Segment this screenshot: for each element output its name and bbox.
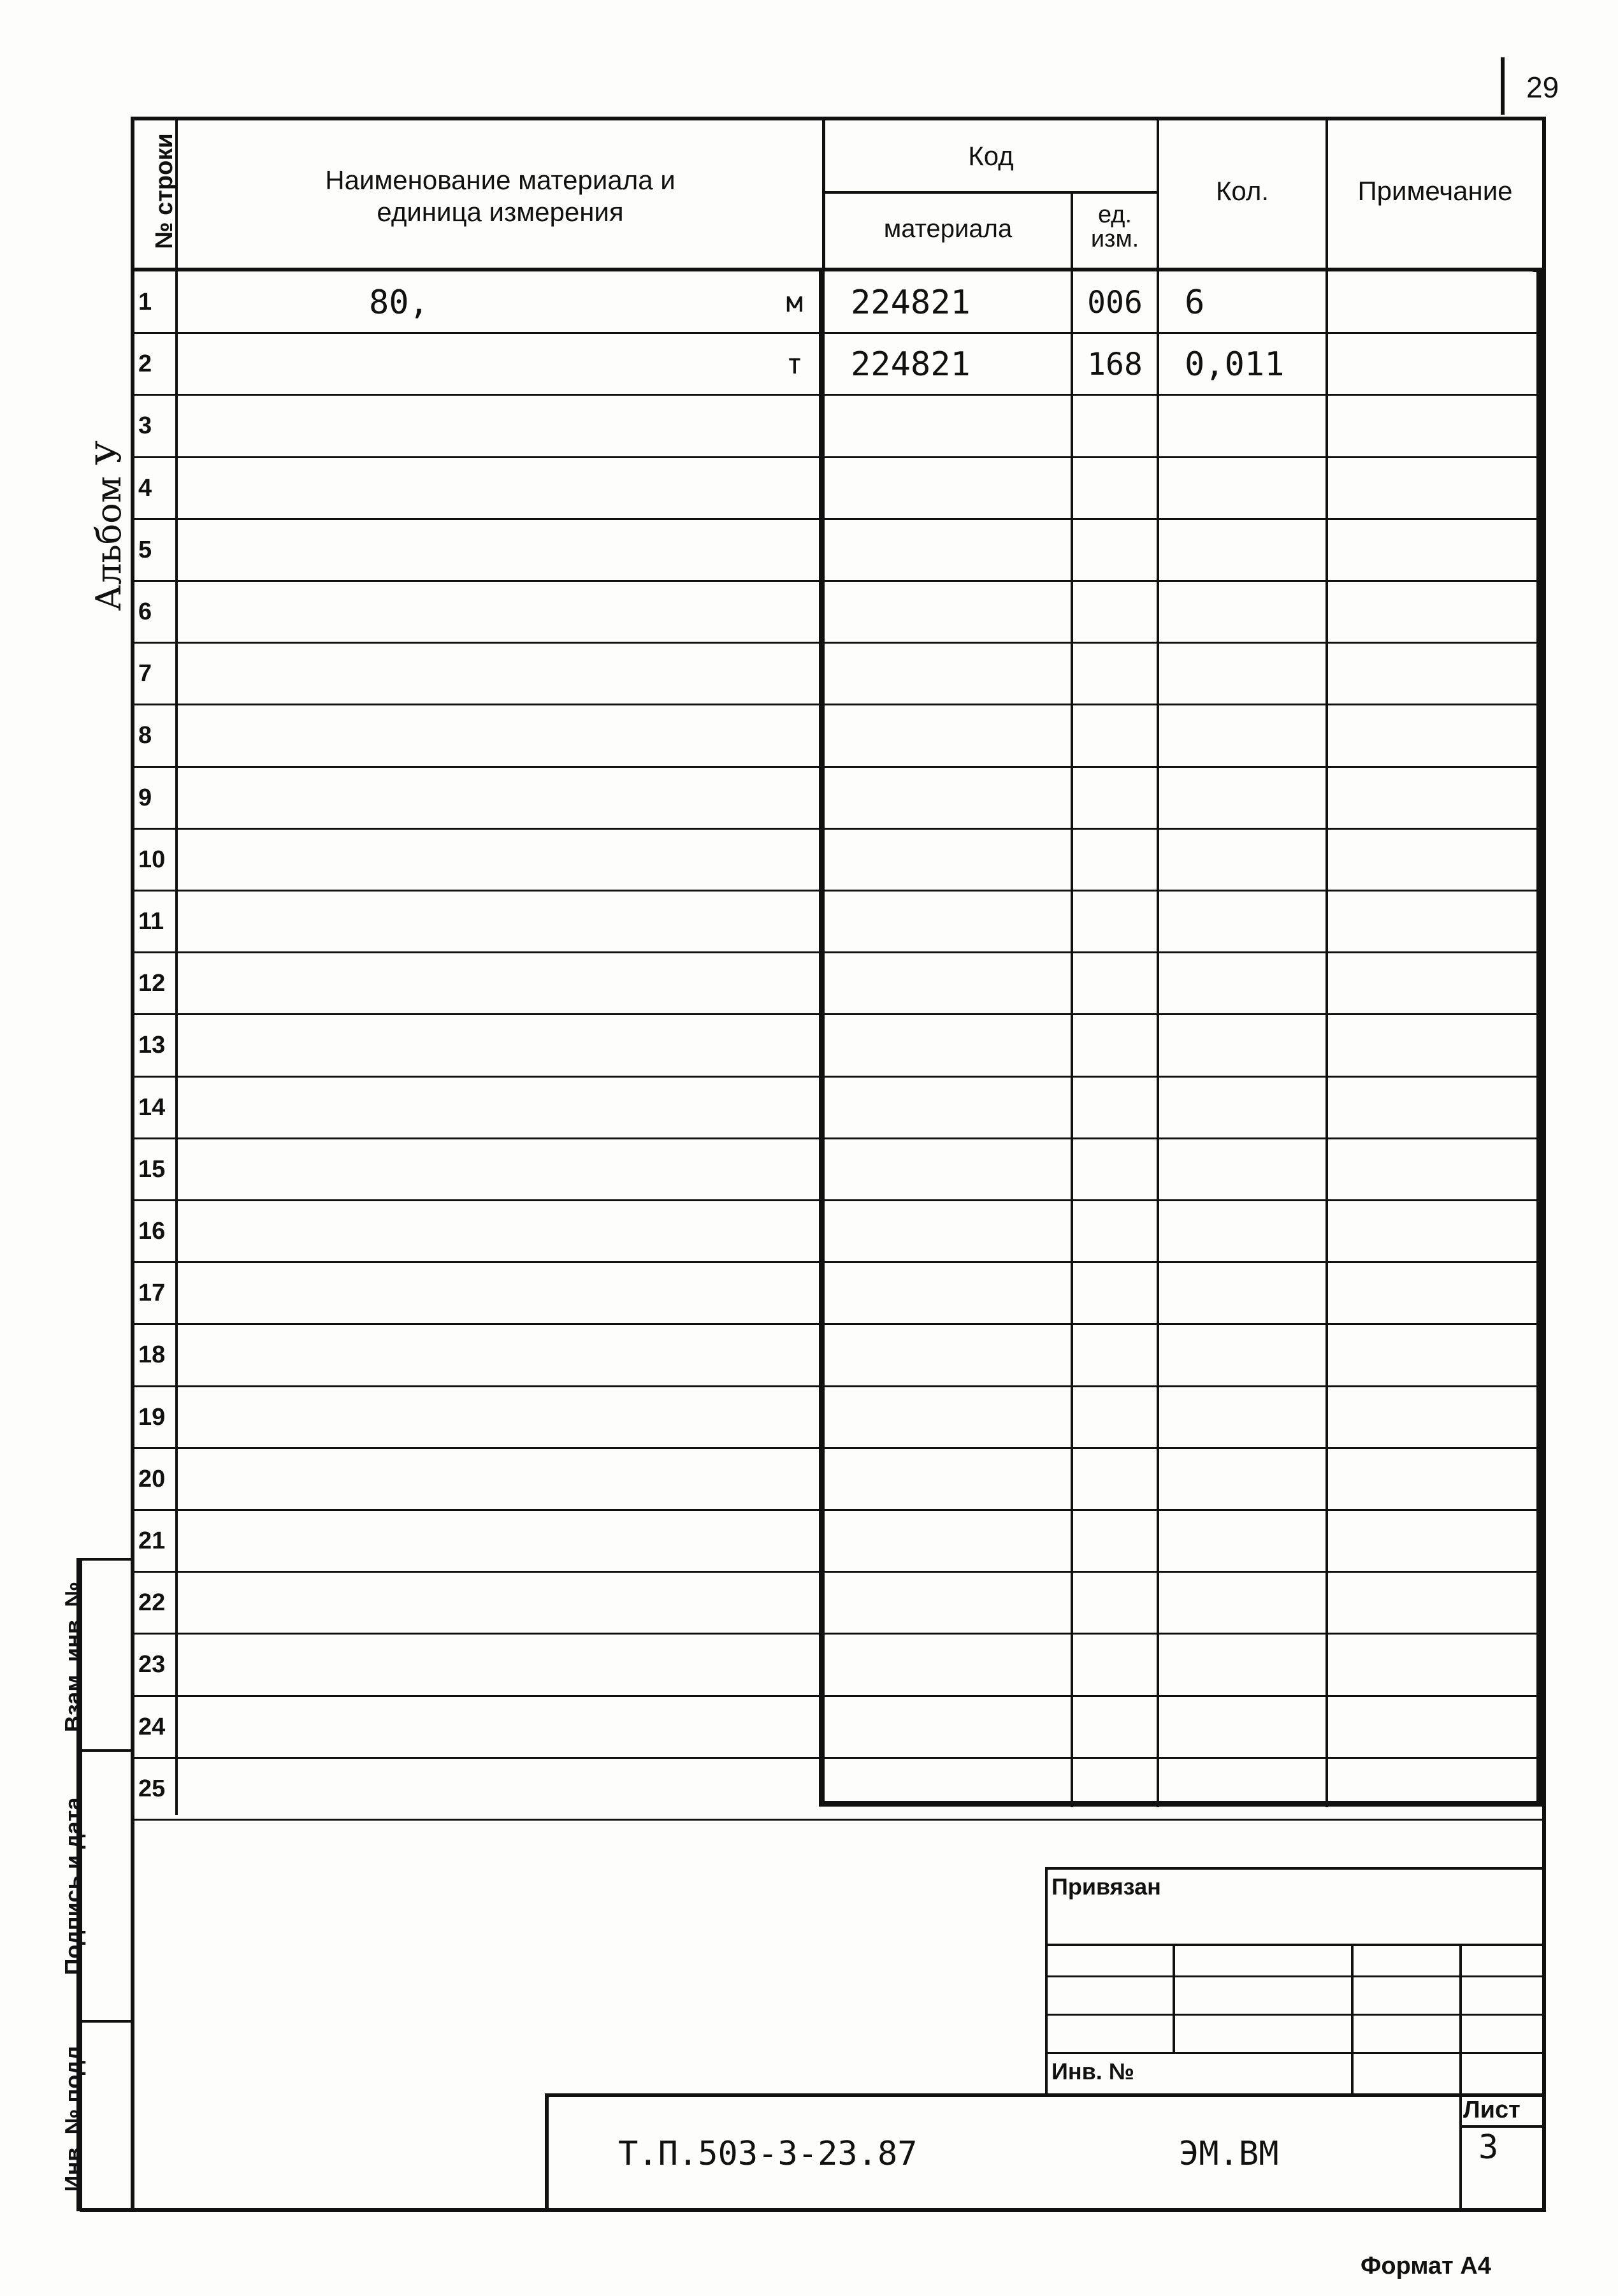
row-material-code: [825, 829, 1071, 891]
row-unit-code: [1073, 953, 1157, 1014]
row-number: 23: [138, 1651, 166, 1678]
row-material-code: [825, 1448, 1071, 1510]
row-unit: [752, 1324, 803, 1386]
header-row-no: № строки: [150, 133, 178, 249]
row-unit: [752, 643, 803, 705]
row-qty: [1159, 643, 1325, 705]
row-qty: [1159, 1324, 1325, 1386]
row-name: [178, 1014, 822, 1076]
row-number: 7: [138, 660, 152, 687]
row-unit: [752, 705, 803, 767]
row-unit: [752, 1634, 803, 1696]
row-note: [1328, 458, 1542, 519]
row-unit: [752, 1387, 803, 1448]
row-unit-code: 168: [1087, 346, 1143, 382]
row-material-code: [825, 643, 1071, 705]
row-name: [178, 643, 822, 705]
row-qty: [1159, 1758, 1325, 1820]
row-unit-code: [1073, 1262, 1157, 1324]
row-number: 13: [138, 1032, 166, 1058]
row-name: [178, 1634, 822, 1696]
row-unit: [752, 1262, 803, 1324]
row-material-code: [825, 1572, 1071, 1634]
row-note: [1328, 953, 1542, 1014]
row-note: [1328, 829, 1542, 891]
linked-label: Привязан: [1051, 1874, 1161, 1900]
row-name: [178, 1077, 822, 1139]
row-note: [1328, 1139, 1542, 1201]
row-unit: [752, 1014, 803, 1076]
row-material-code: [825, 1324, 1071, 1386]
row-number: 3: [138, 412, 152, 439]
row-note: [1328, 395, 1542, 457]
row-number: 4: [138, 475, 152, 502]
row-qty: [1159, 953, 1325, 1014]
row-number: 10: [138, 846, 166, 873]
row-number: 19: [138, 1404, 166, 1431]
row-material-code: [825, 1510, 1071, 1572]
row-note: [1328, 1448, 1542, 1510]
row-note: [1328, 767, 1542, 829]
row-number: 14: [138, 1094, 166, 1121]
row-qty: [1159, 581, 1325, 643]
row-name: [178, 395, 822, 457]
row-number: 25: [138, 1775, 166, 1802]
row-unit-code: [1073, 1387, 1157, 1448]
row-unit-code: [1073, 1324, 1157, 1386]
row-unit: м: [786, 286, 803, 319]
row-name: [178, 1139, 822, 1201]
row-unit: [752, 953, 803, 1014]
row-unit: [752, 1696, 803, 1758]
row-material-code: [825, 705, 1071, 767]
row-unit: [752, 767, 803, 829]
row-qty: [1159, 1572, 1325, 1634]
row-unit: [752, 395, 803, 457]
row-name: [178, 458, 822, 519]
row-material-code: 224821: [851, 283, 971, 322]
row-qty: [1159, 1201, 1325, 1262]
row-qty: [1159, 1510, 1325, 1572]
row-number: 2: [138, 350, 152, 377]
row-number: 1: [138, 289, 152, 315]
row-qty: [1159, 1634, 1325, 1696]
row-unit-code: [1073, 1139, 1157, 1201]
row-name: [178, 1387, 822, 1448]
row-qty: [1159, 458, 1325, 519]
row-unit-code: [1073, 767, 1157, 829]
row-note: [1328, 705, 1542, 767]
row-note: [1328, 1572, 1542, 1634]
row-note: [1328, 581, 1542, 643]
row-material-code: [825, 1077, 1071, 1139]
row-name: [178, 891, 822, 953]
header-code-material: материала: [883, 215, 1013, 243]
row-note: [1328, 271, 1542, 333]
row-material-code: [825, 395, 1071, 457]
page-number-tick: [1501, 57, 1505, 115]
row-note: [1328, 519, 1542, 581]
row-material-code: [825, 767, 1071, 829]
side-replace-inv: Взам. инв. №: [60, 1581, 86, 1733]
row-qty: [1159, 1077, 1325, 1139]
row-material-code: [825, 581, 1071, 643]
row-number: 18: [138, 1341, 166, 1368]
row-material-code: [825, 1387, 1071, 1448]
row-qty: [1159, 1696, 1325, 1758]
row-note: [1328, 1014, 1542, 1076]
row-material-code: [825, 1696, 1071, 1758]
row-unit-code: [1073, 395, 1157, 457]
row-number: 15: [138, 1156, 166, 1183]
row-note: [1328, 1201, 1542, 1262]
row-unit: [752, 1758, 803, 1820]
row-material-code: [825, 1201, 1071, 1262]
row-unit: [752, 1201, 803, 1262]
row-unit: [752, 891, 803, 953]
row-unit-code: [1073, 643, 1157, 705]
row-note: [1328, 1077, 1542, 1139]
row-unit: т: [786, 348, 803, 380]
row-note: [1328, 643, 1542, 705]
row-number: 12: [138, 970, 166, 997]
frame-bottom: [80, 2208, 1546, 2212]
row-name: [178, 1758, 822, 1820]
row-qty: [1159, 519, 1325, 581]
header-qty: Кол.: [1215, 176, 1269, 206]
row-note: [1328, 1262, 1542, 1324]
row-note: [1328, 1634, 1542, 1696]
row-name: [178, 1201, 822, 1262]
doc-mark: ЭМ.ВМ: [1179, 2135, 1279, 2173]
header-name: Наименование материала и единица измерения: [325, 165, 675, 227]
row-material-code: [825, 519, 1071, 581]
column-divider: [1157, 271, 1159, 1807]
row-name: [178, 953, 822, 1014]
row-qty: [1159, 767, 1325, 829]
row-name: [178, 705, 822, 767]
row-name: [178, 1696, 822, 1758]
row-number: 17: [138, 1280, 166, 1306]
row-unit-code: [1073, 1758, 1157, 1820]
row-name: [178, 1510, 822, 1572]
row-number: 8: [138, 722, 152, 749]
row-number: 11: [138, 908, 164, 935]
row-qty: [1159, 1448, 1325, 1510]
row-unit-code: [1073, 705, 1157, 767]
row-unit-code: [1073, 1077, 1157, 1139]
row-number: 5: [138, 537, 152, 563]
row-unit-code: [1073, 458, 1157, 519]
row-name: [178, 829, 822, 891]
frame-right: [1542, 117, 1546, 2211]
row-note: [1328, 333, 1542, 395]
row-unit: [752, 1139, 803, 1201]
row-name: [178, 333, 822, 395]
row-material-code: [825, 1262, 1071, 1324]
row-note: [1328, 1387, 1542, 1448]
inv-no-label: Инв. №: [1051, 2058, 1134, 2084]
row-note: [1328, 891, 1542, 953]
row-qty: [1159, 1014, 1325, 1076]
row-unit-code: [1073, 1634, 1157, 1696]
row-number: 6: [138, 598, 152, 625]
row-unit: [752, 1448, 803, 1510]
row-name: [178, 519, 822, 581]
row-name: [178, 1448, 822, 1510]
header-note: Примечание: [1357, 176, 1513, 206]
row-qty: [1159, 829, 1325, 891]
header-code-unit: ед. изм.: [1090, 201, 1139, 252]
row-unit-code: [1073, 1572, 1157, 1634]
doc-code: Т.П.503-3-23.87: [618, 2135, 918, 2173]
page-number: 29: [1526, 71, 1559, 104]
row-material-code: [825, 1139, 1071, 1201]
row-qty: [1159, 891, 1325, 953]
sheet-value: 3: [1478, 2128, 1499, 2167]
side-inv-orig: Инв. № подл.: [60, 2039, 86, 2192]
row-unit-code: [1073, 1014, 1157, 1076]
row-material-code: [825, 1634, 1071, 1696]
row-unit-code: [1073, 891, 1157, 953]
row-note: [1328, 1324, 1542, 1386]
row-unit-code: [1073, 1201, 1157, 1262]
row-name: 80,: [369, 283, 429, 322]
row-unit: [752, 1572, 803, 1634]
row-name: [178, 1324, 822, 1386]
row-number: 9: [138, 784, 152, 811]
album-label: Альбом У: [88, 440, 129, 611]
row-number: 16: [138, 1218, 166, 1245]
row-qty: [1159, 705, 1325, 767]
row-unit: [752, 1077, 803, 1139]
row-unit: [752, 581, 803, 643]
row-number: 22: [138, 1589, 166, 1616]
row-unit: [752, 1510, 803, 1572]
row-unit: [752, 519, 803, 581]
row-unit-code: [1073, 829, 1157, 891]
row-note: [1328, 1758, 1542, 1820]
row-unit-code: [1073, 1448, 1157, 1510]
row-name: [178, 581, 822, 643]
format-label: Формат А4: [1361, 2253, 1491, 2279]
row-name: [178, 1262, 822, 1324]
row-unit-code: [1073, 1510, 1157, 1572]
row-number: 24: [138, 1714, 166, 1740]
row-material-code: [825, 1758, 1071, 1820]
column-divider: [1071, 271, 1073, 1807]
row-note: [1328, 1510, 1542, 1572]
row-unit: [752, 458, 803, 519]
row-material-code: [825, 458, 1071, 519]
row-unit-code: 006: [1087, 284, 1143, 321]
row-material-code: [825, 953, 1071, 1014]
row-name: [178, 767, 822, 829]
row-qty: [1159, 1139, 1325, 1201]
row-qty: [1159, 1387, 1325, 1448]
row-number: 21: [138, 1527, 166, 1554]
header-code: Код: [968, 141, 1014, 171]
row-qty: 0,011: [1185, 345, 1285, 384]
row-unit-code: [1073, 1696, 1157, 1758]
row-qty: [1159, 395, 1325, 457]
row-unit-code: [1073, 581, 1157, 643]
row-number: 20: [138, 1466, 166, 1492]
row-unit-code: [1073, 519, 1157, 581]
row-material-code: [825, 891, 1071, 953]
column-divider: [1325, 271, 1328, 1807]
row-unit: [752, 829, 803, 891]
row-material-code: [825, 1014, 1071, 1076]
row-name: [178, 1572, 822, 1634]
row-qty: [1159, 1262, 1325, 1324]
row-qty: 6: [1185, 283, 1205, 322]
side-sign-date: Подпись и дата: [60, 1797, 86, 1975]
sheet-label: Лист: [1463, 2097, 1520, 2123]
row-material-code: 224821: [851, 345, 971, 384]
row-note: [1328, 1696, 1542, 1758]
